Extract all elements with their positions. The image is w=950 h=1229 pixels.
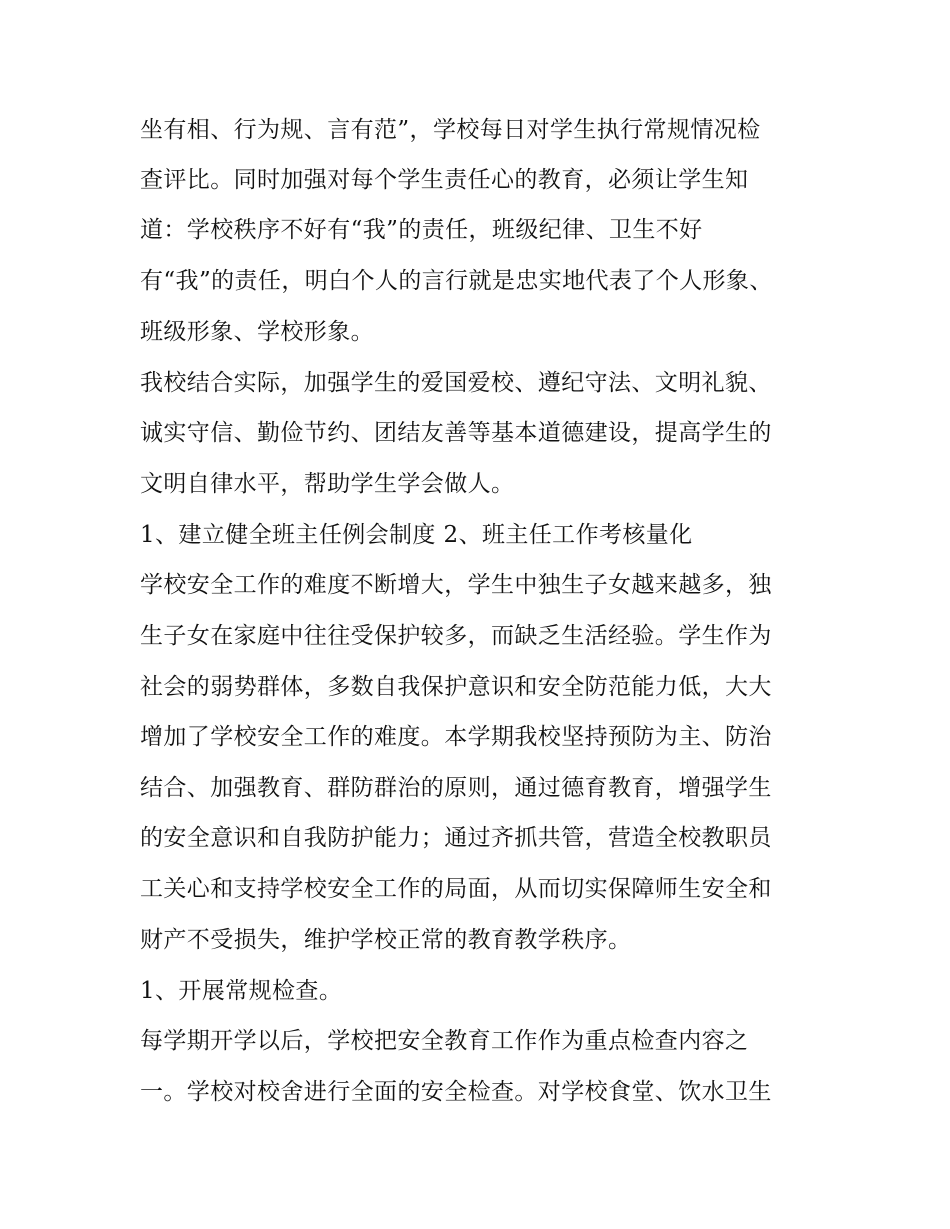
text-line: 结合、加强教育、群防群治的原则，通过德育教育，增强学生: [140, 775, 772, 801]
text-line: 诚实守信、勤俭节约、团结友善等基本道德建设，提高学生的: [140, 420, 772, 446]
text-line: 我校结合实际，加强学生的爱国爱校、遵纪守法、文明礼貌、: [140, 370, 772, 396]
text-line: 财产不受损失，维护学校正常的教育教学秩序。: [140, 927, 632, 953]
text-line: 班级形象、学校形象。: [140, 319, 374, 345]
text-line: 一。学校对校舍进行全面的安全检查。对学校食堂、饮水卫生: [140, 1079, 772, 1105]
text-line: 每学期开学以后，学校把安全教育工作作为重点检查内容之: [140, 1028, 749, 1054]
text-line: 工关心和支持学校安全工作的局面，从而切实保障师生安全和: [140, 876, 772, 902]
text-line: 文明自律水平，帮助学生学会做人。: [140, 471, 515, 497]
text-line: 有“我”的责任，明白个人的言行就是忠实地代表了个人形象、: [140, 268, 773, 294]
text-line: 1、开展常规检查。: [140, 978, 343, 1004]
text-line: 1、建立健全班主任例会制度 2、班主任工作考核量化: [140, 522, 693, 548]
text-line: 查评比。同时加强对每个学生责任心的教育，必须让学生知: [140, 167, 749, 193]
text-line: 学校安全工作的难度不断增大，学生中独生子女越来越多，独: [140, 572, 772, 598]
text-line: 坐有相、行为规、言有范”，学校每日对学生执行常规情况检: [140, 117, 761, 143]
text-line: 生子女在家庭中往往受保护较多，而缺乏生活经验。学生作为: [140, 623, 772, 649]
text-line: 增加了学校安全工作的难度。本学期我校坚持预防为主、防治: [140, 724, 772, 750]
text-line: 的安全意识和自我防护能力；通过齐抓共管，营造全校教职员: [140, 825, 772, 851]
text-line: 道：学校秩序不好有“我”的责任，班级纪律、卫生不好: [140, 217, 703, 243]
text-line: 社会的弱势群体，多数自我保护意识和安全防范能力低，大大: [140, 674, 772, 700]
